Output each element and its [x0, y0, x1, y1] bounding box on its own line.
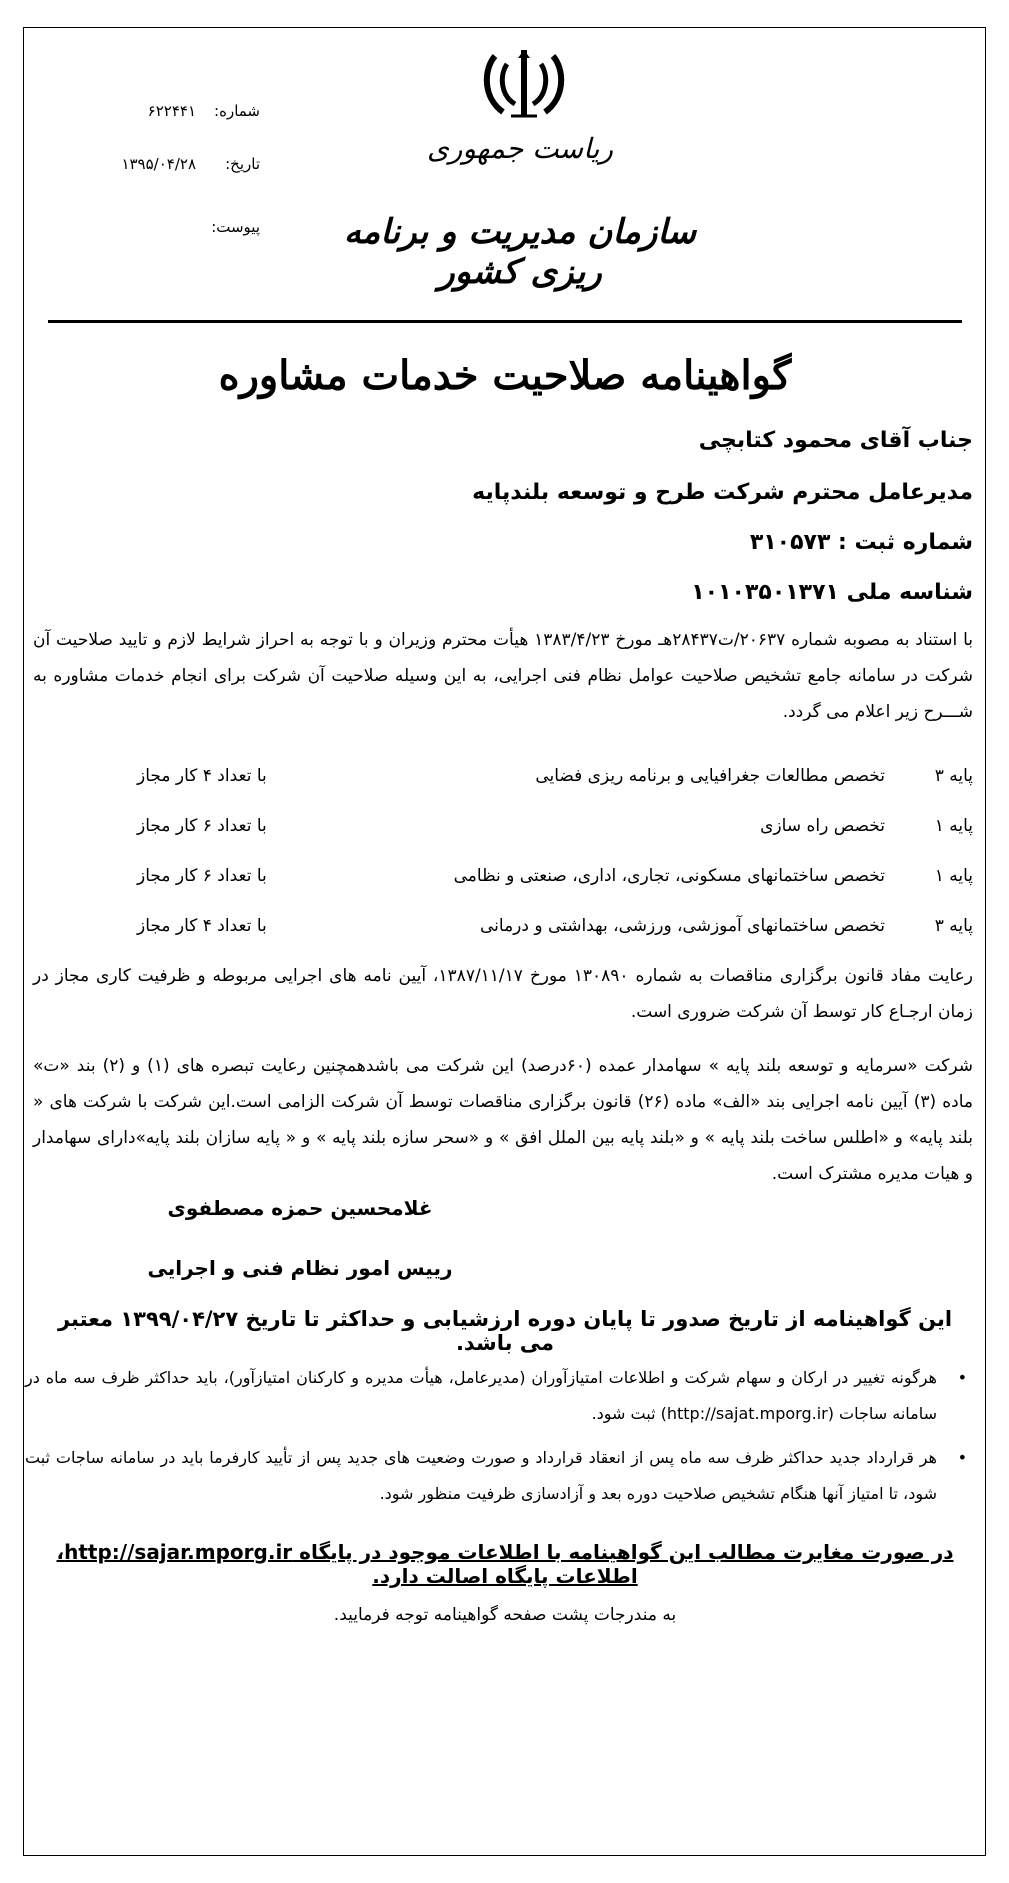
- specialty-level: پایه ۳: [934, 766, 973, 786]
- list-item: [25, 1440, 973, 1512]
- specialty-level: پایه ۱: [934, 866, 973, 886]
- specialty-count: با تعداد ۶ کار مجاز: [137, 816, 267, 836]
- presidency-label: ریاست جمهوری: [426, 132, 613, 165]
- specialty-name: تخصص مطالعات جغرافیایی و برنامه ریزی فضایی: [535, 766, 885, 786]
- date-label: تاریخ:: [225, 155, 260, 173]
- note-text: هرگونه تغییر در ارکان و سهام شرکت و اطلاعات امتیازآوران (مدیرعامل، هیأت مدیره و کارکنان امتیازآور)، باید حداکثر ظرف سه ماه در سامانه ساجات (http://sajat.mporg.ir) ثبت شود.: [25, 1368, 937, 1423]
- recipient-position: مدیرعامل محترم شرکت طرح و توسعه بلندپایه: [472, 480, 973, 505]
- specialty-name: تخصص ساختمانهای مسکونی، تجاری، اداری، صنعتی و نظامی: [453, 866, 885, 886]
- specialty-row: [73, 766, 973, 802]
- note-text: هر قرارداد جدید حداکثر ظرف سه ماه پس از انعقاد قرارداد و صورت وضعیت های جدید پس از تأیید کارفرما باید در سامانه ساجات ثبت شود، تا امتیاز آنها هنگام تشخیص صلاحیت دوره بعد و آزادسازی ظرفیت منظور شود.: [25, 1448, 937, 1503]
- national-id: شناسه ملی ۱۰۱۰۳۵۰۱۳۷۱: [691, 580, 973, 605]
- shareholders-paragraph: شرکت «سرمایه و توسعه بلند پایه » سهامدار عمده (۶۰درصد) این شرکت می باشدهمچنین رعایت تبصره های (۱) و (۲) بند «ت» ماده (۳) آیین نامه اجرایی بند «الف» ماده (۲۶) قانون برگزاری مناقصات توسط آن شرکت الزامی است.این شرکت با شرکت های « بلند پایه» و «اطلس ساخت بلند پایه » و «بلند پایه بین الملل افق » و «سحر سازه بلند پایه » و « پایه سازان بلند پایه»دارای سهامدار و هیات مدیره مشترک است.: [33, 1056, 973, 1184]
- recipient-name: جناب آقای محمود کتابچی: [698, 428, 973, 453]
- bullet-icon: •: [957, 1368, 967, 1387]
- list-item: [25, 1360, 973, 1432]
- iran-emblem-icon: [481, 46, 567, 124]
- specialty-row: [73, 816, 973, 852]
- specialty-name: تخصص ساختمانهای آموزشی، ورزشی، بهداشتی و درمانی: [479, 916, 885, 936]
- number-value: ۶۲۲۴۴۱: [147, 102, 196, 120]
- validity-statement: این گواهینامه از تاریخ صدور تا پایان دوره ارزشیابی و حداکثر تا تاریخ ۱۳۹۹/۰۴/۲۷ معتبر می باشد.: [57, 1307, 953, 1355]
- bullet-icon: •: [957, 1448, 967, 1467]
- letter-date: [110, 155, 260, 173]
- specialty-row: [73, 866, 973, 902]
- specialty-name: تخصص راه سازی: [760, 816, 885, 836]
- signatory-title: رییس امور نظام فنی و اجرایی: [147, 1256, 453, 1280]
- back-page-note: به مندرجات پشت صفحه گواهینامه توجه فرمایید.: [333, 1605, 677, 1625]
- authority-notice: در صورت مغایرت مطالب این گواهینامه با اطلاعات موجود در پایگاه http://sajar.mporg.ir، اطلاعات پایگاه اصالت دارد.: [56, 1540, 954, 1588]
- specialty-level: پایه ۳: [934, 916, 973, 936]
- notes-list: [25, 1360, 973, 1520]
- registration-number: شماره ثبت : ۳۱۰۵۷۳: [749, 530, 973, 555]
- number-label: شماره:: [214, 102, 260, 120]
- attachment-label: پیوست:: [211, 218, 260, 236]
- letter-number: [110, 102, 260, 120]
- specialty-count: با تعداد ۶ کار مجاز: [137, 866, 267, 886]
- specialty-level: پایه ۱: [934, 816, 973, 836]
- specialty-row: [73, 916, 973, 952]
- letter-attachment: [110, 218, 260, 236]
- signatory-name: غلامحسین حمزه مصطفوی: [167, 1196, 433, 1220]
- specialty-count: با تعداد ۴ کار مجاز: [137, 766, 267, 786]
- intro-paragraph: با استناد به مصوبه شماره ۲۰۶۳۷/ت۲۸۴۳۷هـ مورخ ۱۳۸۳/۴/۲۳ هیأت محترم وزیران و با توجه به احراز شرایط لازم و تایید صلاحیت آن شرکت در سامانه جامع تشخیص صلاحیت عوامل نظام فنی اجرایی، به این وسیله صلاحیت آن شرکت برای انجام خدمات مشاوره به شـــرح زیر اعلام می گردد.: [33, 630, 973, 722]
- date-value: ۱۳۹۵/۰۴/۲۸: [121, 155, 196, 173]
- certificate-title: گواهینامه صلاحیت خدمات مشاوره: [218, 352, 792, 399]
- organization-name: سازمان مدیریت و برنامه ریزی کشور: [343, 212, 697, 292]
- header-divider: [48, 320, 962, 323]
- compliance-paragraph: رعایت مفاد قانون برگزاری مناقصات به شماره ۱۳۰۸۹۰ مورخ ۱۳۸۷/۱۱/۱۷، آیین نامه های اجرایی مربوطه و ظرفیت کاری مجاز در زمان ارجـاع کار توسط آن شرکت ضروری است.: [33, 966, 973, 1022]
- specialty-count: با تعداد ۴ کار مجاز: [137, 916, 267, 936]
